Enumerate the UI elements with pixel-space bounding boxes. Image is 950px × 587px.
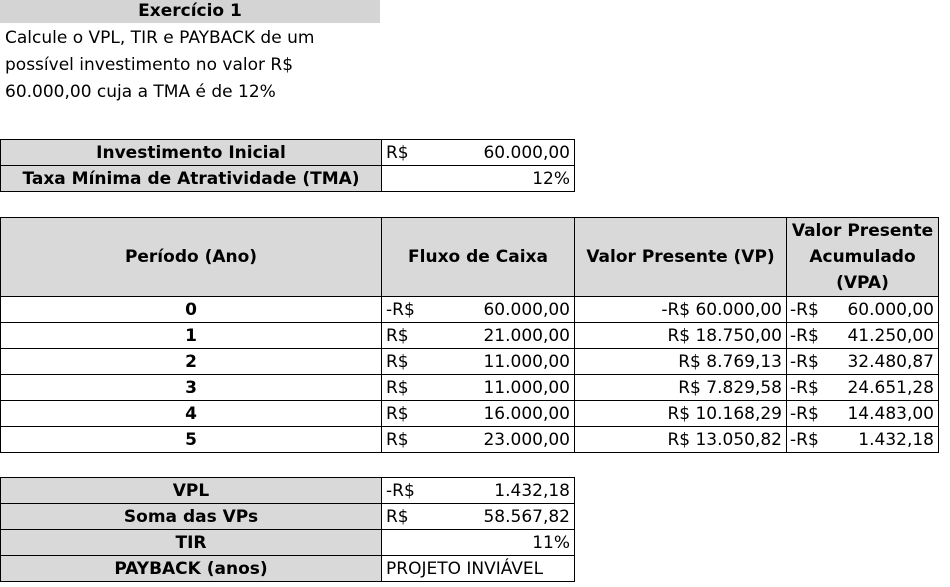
fluxo-value: 23.000,00 xyxy=(483,429,570,450)
vpa-prefix: -R$ xyxy=(790,325,819,346)
vpl-cell[interactable] xyxy=(382,478,575,504)
fluxo-value: 60.000,00 xyxy=(483,299,570,320)
tir-label: TIR xyxy=(1,530,382,556)
vpa-cell[interactable] xyxy=(787,297,939,323)
fluxo-cell[interactable] xyxy=(382,349,575,375)
results-table xyxy=(0,477,575,582)
payback-value[interactable]: PROJETO INVIÁVEL xyxy=(382,556,575,582)
parameters-table xyxy=(0,139,575,192)
tir-value[interactable]: 11% xyxy=(382,530,575,556)
vpa-prefix: -R$ xyxy=(790,429,819,450)
fluxo-cell[interactable] xyxy=(382,427,575,453)
periodo-cell[interactable]: 2 xyxy=(1,349,382,375)
investimento-prefix: R$ xyxy=(386,142,409,163)
exercise-description xyxy=(5,25,385,106)
vpa-cell[interactable] xyxy=(787,375,939,401)
periodo-cell[interactable]: 3 xyxy=(1,375,382,401)
vpa-cell[interactable] xyxy=(787,323,939,349)
vpa-value: 1.432,18 xyxy=(858,429,934,450)
description-line-3: 60.000,00 cuja a TMA é de 12% xyxy=(5,82,276,102)
periodo-cell[interactable]: 0 xyxy=(1,297,382,323)
fluxo-value: 11.000,00 xyxy=(483,351,570,372)
exercise-title: Exercício 1 xyxy=(0,0,380,23)
soma-cell[interactable] xyxy=(382,504,575,530)
vpa-value: 14.483,00 xyxy=(847,403,934,424)
fluxo-prefix: R$ xyxy=(386,377,409,398)
vp-cell[interactable]: R$ 10.168,29 xyxy=(575,401,787,427)
vpl-value: 1.432,18 xyxy=(494,480,570,501)
header-fluxo: Fluxo de Caixa xyxy=(382,218,575,297)
cashflow-table xyxy=(0,217,939,453)
fluxo-prefix: -R$ xyxy=(386,299,415,320)
tma-label: Taxa Mínima de Atratividade (TMA) xyxy=(1,166,382,192)
fluxo-prefix: R$ xyxy=(386,325,409,346)
fluxo-value: 21.000,00 xyxy=(483,325,570,346)
fluxo-cell[interactable] xyxy=(382,375,575,401)
investimento-cell[interactable] xyxy=(382,140,575,166)
header-vpa: Valor Presente Acumulado (VPA) xyxy=(787,218,939,297)
vpa-cell[interactable] xyxy=(787,401,939,427)
header-vp: Valor Presente (VP) xyxy=(575,218,787,297)
description-line-2: possível investimento no valor R$ xyxy=(5,55,294,75)
vp-cell[interactable]: R$ 18.750,00 xyxy=(575,323,787,349)
soma-value: 58.567,82 xyxy=(483,506,570,527)
vpa-cell[interactable] xyxy=(787,349,939,375)
vpa-value: 24.651,28 xyxy=(847,377,934,398)
fluxo-cell[interactable] xyxy=(382,297,575,323)
vpa-prefix: -R$ xyxy=(790,299,819,320)
fluxo-prefix: R$ xyxy=(386,429,409,450)
vp-cell[interactable]: -R$ 60.000,00 xyxy=(575,297,787,323)
vpa-value: 60.000,00 xyxy=(847,299,934,320)
vp-cell[interactable]: R$ 13.050,82 xyxy=(575,427,787,453)
vpa-prefix: -R$ xyxy=(790,377,819,398)
table-row xyxy=(1,349,939,375)
tma-value[interactable]: 12% xyxy=(382,166,575,192)
payback-label: PAYBACK (anos) xyxy=(1,556,382,582)
header-periodo: Período (Ano) xyxy=(1,218,382,297)
periodo-cell[interactable]: 4 xyxy=(1,401,382,427)
fluxo-prefix: R$ xyxy=(386,351,409,372)
vpl-label: VPL xyxy=(1,478,382,504)
investimento-label: Investimento Inicial xyxy=(1,140,382,166)
investimento-value: 60.000,00 xyxy=(483,142,570,163)
vpa-prefix: -R$ xyxy=(790,351,819,372)
vp-cell[interactable]: R$ 7.829,58 xyxy=(575,375,787,401)
table-row xyxy=(1,401,939,427)
vpa-cell[interactable] xyxy=(787,427,939,453)
fluxo-prefix: R$ xyxy=(386,403,409,424)
fluxo-cell[interactable] xyxy=(382,323,575,349)
soma-label: Soma das VPs xyxy=(1,504,382,530)
table-row xyxy=(1,375,939,401)
vpa-value: 41.250,00 xyxy=(847,325,934,346)
vpa-value: 32.480,87 xyxy=(847,351,934,372)
table-row xyxy=(1,323,939,349)
periodo-cell[interactable]: 5 xyxy=(1,427,382,453)
soma-prefix: R$ xyxy=(386,506,409,527)
fluxo-value: 11.000,00 xyxy=(483,377,570,398)
fluxo-cell[interactable] xyxy=(382,401,575,427)
vp-cell[interactable]: R$ 8.769,13 xyxy=(575,349,787,375)
table-row xyxy=(1,427,939,453)
vpl-prefix: -R$ xyxy=(386,480,415,501)
vpa-prefix: -R$ xyxy=(790,403,819,424)
description-line-1: Calcule o VPL, TIR e PAYBACK de um xyxy=(5,28,315,48)
periodo-cell[interactable]: 1 xyxy=(1,323,382,349)
fluxo-value: 16.000,00 xyxy=(483,403,570,424)
table-row xyxy=(1,297,939,323)
